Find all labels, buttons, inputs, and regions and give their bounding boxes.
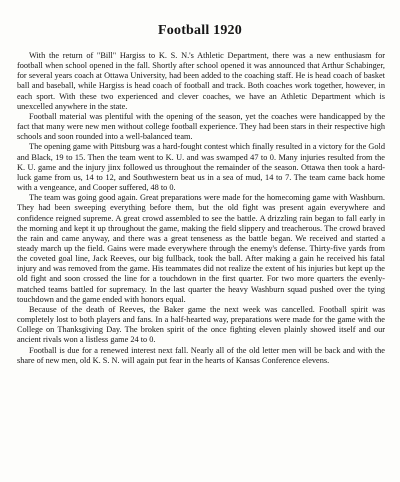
paragraph-intro: With the return of "Bill" Hargiss to K. S. N.'s Athletic Department, there was a new enthusiasm for football when school opened in the fall. Shortly after school opened it was announced that Arthur Schabinger, for several years coach at Ottawa University, had been added to the coaching staff. He is head coach of basket ball and baseball, while Hargiss is head coach of football and track. Both coaches work together, however, in each sport. With these two experienced and clever coaches, we have an Athletic Department which is unexcelled anywhere in the state. [17,51,385,111]
paragraph-baker-cancelled: Because of the death of Reeves, the Baker game the next week was cancelled. Football spirit was completely lost to both players and fans. In a half-hearted way, preparations were made for the game with the College on Thanksgiving Day. The broken spirit of the once fighting eleven plainly showed itself and our ancient rivals won a listless game 24 to 0. [17,304,385,345]
paragraph-material: Football material was plentiful with the opening of the season, yet the coaches were handicapped by the fact that many were new men without college football experience. They had been stars in their respective high schools and soon rounded into a well-balanced team. [17,111,385,142]
page-title: Football 1920 [158,23,242,38]
article-body [17,51,385,366]
paragraph-outlook: Football is due for a renewed interest next fall. Nearly all of the old letter men will be back and with the share of new men, old K. S. N. will again put fear in the hearts of Kansas Conference elevens. [17,345,385,365]
paragraph-opening-games: The opening game with Pittsburg was a hard-fought contest which finally resulted in a victory for the Gold and Black, 19 to 15. Then the team went to K. U. and was swamped 47 to 0. Many injuries resulted from the K. U. game and the injury jinx followed us throughout the remainder of the season. Ottawa then took a hard-luck game from us, 14 to 12, and Southwestern beat us in a sea of mud, 14 to 7. The team came back home with a vengeance, and Cooper suffered, 48 to 0. [17,142,385,193]
paragraph-washburn-game: The team was going good again. Great preparations were made for the homecoming game with Washburn. They had been sweeping everything before them, but the old fight was present again everywhere and confidence reigned supreme. A great crowd assembled to see the battle. A drizzling rain began to fall early in the morning and kept it up throughout the game, making the field slippery and treacherous. The crowd braved the rain and came anyway, and there was a great tenseness as the battle began. We received and started a steady march up the field. Gains were made everywhere through the enemy's defense. Thirty-five yards from the coveted goal line, Jack Reeves, our big fullback, took the ball. After making a gain he received his fatal injury and was removed from the game. His teammates did not realize the extent of his injuries but kept up the old fight and soon crossed the line for a touchdown in the first quarter. For two more quarters the evenly-matched teams battled for supremacy. In the last quarter the heavy Washburn squad pushed over the tying touchdown and the game ended with honors equal. [17,193,385,304]
